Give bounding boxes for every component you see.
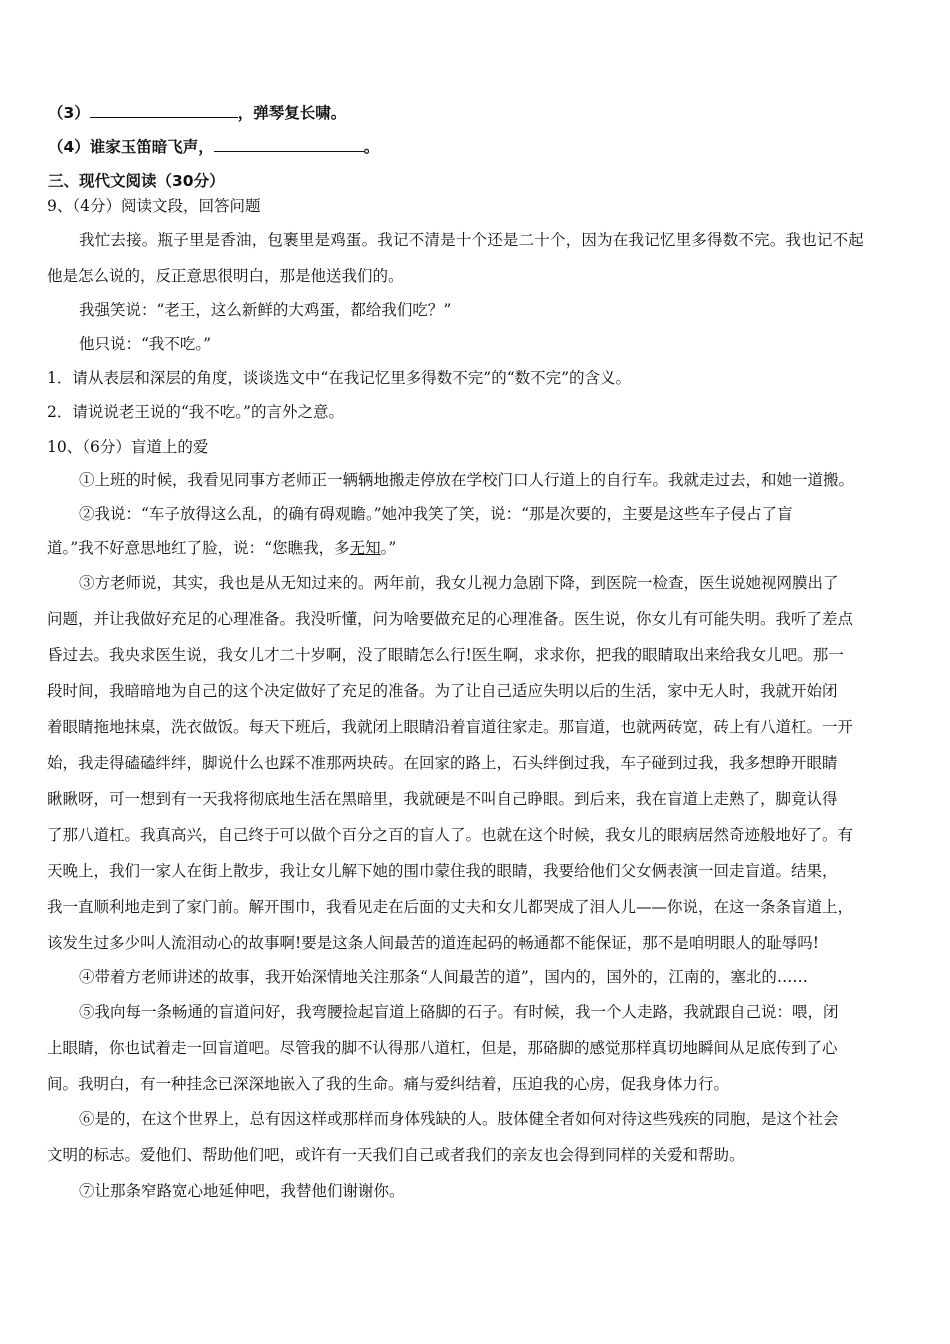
q10-paragraph-3-line: 了那八道杠。我真高兴，自己终于可以做个百分之百的盲人了。也就在这个时候，我女儿的眼病居然奇迹般地好了。有 bbox=[47, 826, 854, 844]
q10-paragraph-6-line: 文明的标志。爱他们、帮助他们吧，或许有一天我们自己或者我们的亲友也会得到同样的关爱和帮助。 bbox=[47, 1146, 745, 1164]
q3-label: （3） bbox=[48, 104, 90, 122]
q10-paragraph-6-line: ⑥是的，在这个世界上，总有因这样或那样而身体残缺的人。肢体健全者如何对待这些残疾的同胞，是这个社会 bbox=[79, 1110, 839, 1128]
q9-subquestion-1: 1．请从表层和深层的角度，谈谈选文中“在我记忆里多得数不完”的“数不完”的含义。 bbox=[47, 369, 632, 387]
q10-paragraph-7: ⑦让那条窄路宽心地延伸吧，我替他们谢谢你。 bbox=[79, 1182, 405, 1200]
q10-paragraph-5-line: 间。我明白，有一种挂念已深深地嵌入了我的生命。痛与爱纠结着，压迫我的心房，促我身体力行。 bbox=[47, 1075, 730, 1093]
q4-text: （4）谁家玉笛暗飞声， bbox=[48, 138, 214, 156]
q3-text: ，弹琴复长啸。 bbox=[237, 104, 347, 122]
q10-paragraph-2a: ②我说：“车子放得这么乱，的确有碍观瞻。”她冲我笑了笑，说：“那是次要的，主要是这些车子侵占了盲 bbox=[79, 505, 793, 523]
section-title: 三、现代文阅读（30分） bbox=[48, 172, 225, 190]
q10-paragraph-1: ①上班的时候，我看见同事方老师正一辆辆地搬走停放在学校门口人行道上的自行车。我就走过去，和她一道搬。 bbox=[79, 471, 855, 489]
q10-paragraph-3-line: 天晚上，我们一家人在街上散步，我让女儿解下她的围巾蒙住我的眼睛，我要给他们父女俩表演一回走盲道。结果， bbox=[47, 862, 838, 880]
q10-paragraph-3-line: 始，我走得磕磕绊绊，脚说什么也踩不准那两块砖。在回家的路上，石头绊倒过我，车子碰到过我，我多想睁开眼睛 bbox=[47, 754, 838, 772]
q10-paragraph-3-line: 该发生过多少叫人流泪动心的故事啊!要是这条人间最苦的道连起码的畅通都不能保证，那不是咱明眼人的耻辱吗! bbox=[47, 934, 819, 952]
question-3 bbox=[48, 103, 346, 123]
q10-paragraph-3-line: 瞅瞅呀，可一想到有一天我将彻底地生活在黑暗里，我就硬是不叫自己睁眼。到后来，我在盲道上走熟了，脚竟认得 bbox=[47, 790, 838, 808]
q9-paragraph-1a: 我忙去接。瓶子里是香油，包裹里是鸡蛋。我记不清是十个还是二十个，因为在我记忆里多得数不完。我也记不起 bbox=[79, 231, 865, 249]
q10-paragraph-5-line: 上眼睛，你也试着走一回盲道吧。尽管我的脚不认得那八道杠，但是，那硌脚的感觉那样真切地瞬间从足底传到了心 bbox=[47, 1039, 838, 1057]
q4-answer-blank[interactable] bbox=[214, 137, 364, 152]
q10-paragraph-4: ④带着方老师讲述的故事，我开始深情地关注那条“人间最苦的道”，国内的，国外的，江南的，塞北的…… bbox=[79, 968, 808, 986]
q9-paragraph-1b: 他是怎么说的，反正意思很明白，那是他送我们的。 bbox=[47, 267, 404, 285]
q10-paragraph-3-line: 段时间，我暗暗地为自己的这个决定做好了充足的准备。为了让自己适应失明以后的生活，家中无人时，我就开始闭 bbox=[47, 682, 838, 700]
q10-paragraph-5-line: ⑤我向每一条畅通的盲道问好，我弯腰捡起盲道上硌脚的石子。有时候，我一个人走路，我就跟自己说：喂，闭 bbox=[79, 1003, 839, 1021]
underlined-word: 无知 bbox=[349, 539, 381, 557]
q10-paragraph-3-line: 着眼睛拖地抹桌，洗衣做饭。每天下班后，我就闭上眼睛沿着盲道往家走。那盲道，也就两砖宽，砖上有八道杠。一开 bbox=[47, 718, 854, 736]
q9-header: 9、（4分）阅读文段，回答问题 bbox=[47, 197, 261, 215]
q9-paragraph-2: 我强笑说：“老王，这么新鲜的大鸡蛋，都给我们吃？” bbox=[79, 301, 452, 319]
q4-suffix: 。 bbox=[363, 138, 380, 156]
question-4 bbox=[48, 137, 379, 157]
q9-paragraph-3: 他只说：“我不吃。” bbox=[79, 335, 212, 353]
q10-paragraph-2b: 道。”我不好意思地红了脸，说：“您瞧我，多无知。” bbox=[47, 539, 397, 557]
q10-paragraph-3-line: 昏过去。我央求医生说，我女儿才二十岁啊，没了眼睛怎么行!医生啊，求求你，把我的眼睛取出来给我女儿吧。那一 bbox=[47, 646, 844, 664]
q10-paragraph-3-line: 问题，并让我做好充足的心理准备。我没听懂，问为啥要做充足的心理准备。医生说，你女儿有可能失明。我听了差点 bbox=[47, 610, 854, 628]
q10-paragraph-3-line: ③方老师说，其实，我也是从无知过来的。两年前，我女儿视力急剧下降，到医院一检查，医生说她视网膜出了 bbox=[79, 574, 839, 592]
q3-answer-blank[interactable] bbox=[90, 103, 238, 118]
q9-subquestion-2: 2．请说说老王说的“我不吃。”的言外之意。 bbox=[47, 403, 344, 421]
q10-paragraph-3-line: 我一直顺利地走到了家门前。解开围巾，我看见走在后面的丈夫和女儿都哭成了泪人儿——你说，在这一条条盲道上， bbox=[47, 898, 854, 916]
q10-header: 10、（6分）盲道上的爱 bbox=[47, 438, 209, 456]
